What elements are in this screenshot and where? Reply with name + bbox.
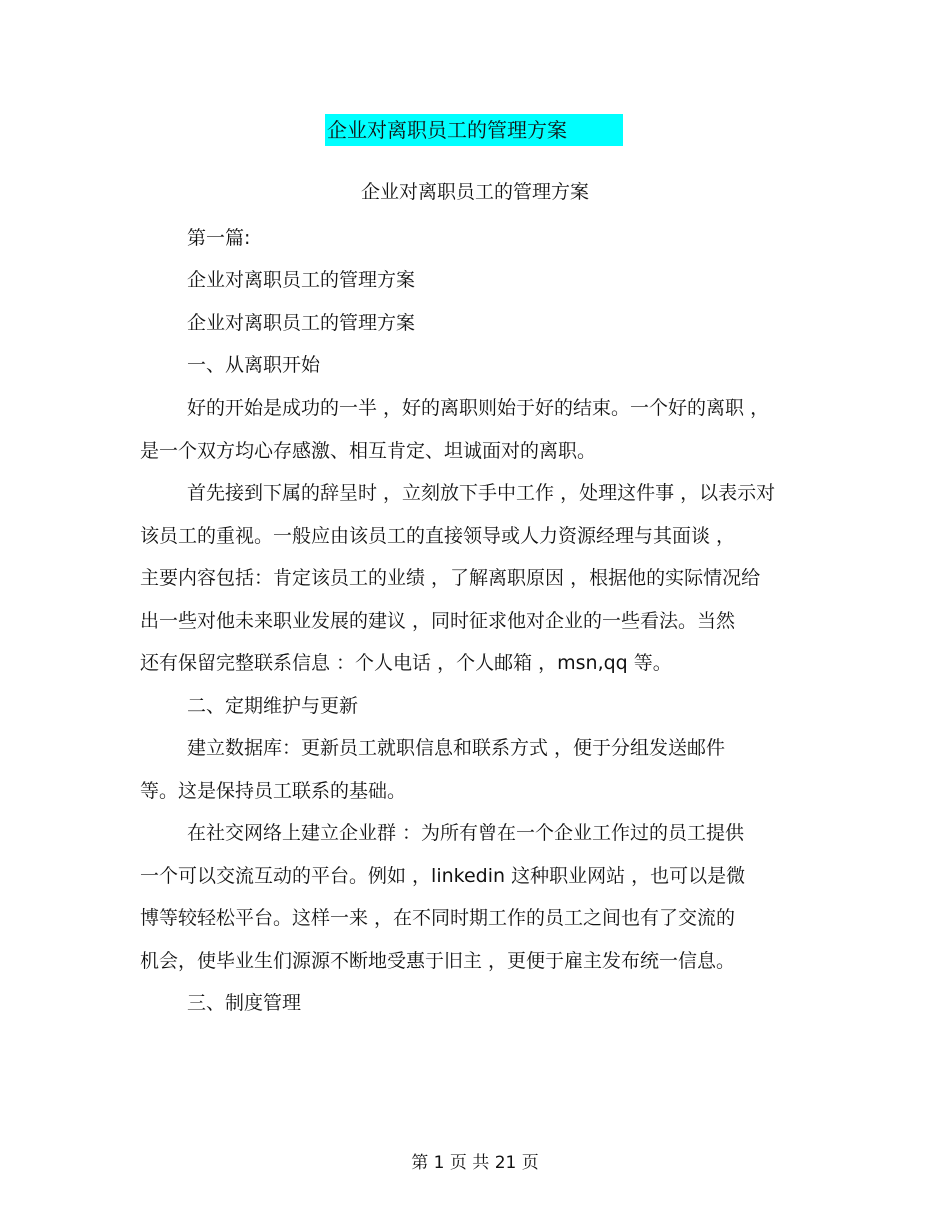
- paragraph-line: 博等较轻松平台。这样一来 ，在不同时期工作的员工之间也有了交流的: [140, 907, 736, 929]
- paragraph: [140, 812, 830, 982]
- paragraph-line: 在社交网络上建立企业群 ：为所有曾在一个企业工作过的员工提供: [187, 822, 745, 844]
- paragraph: [140, 982, 830, 1025]
- paragraph: [140, 302, 830, 345]
- paragraph: [140, 685, 830, 728]
- paragraph-line: 该员工的重视。一般应由该员工的直接领导或人力资源经理与其面谈 ，: [140, 524, 736, 547]
- paragraph-line: 第一篇:: [187, 227, 251, 249]
- document-subtitle: 企业对离职员工的管理方案: [360, 181, 589, 203]
- paragraph-line: 主要内容包括：肯定该员工的业绩 ，了解离职原因 ，根据他的实际情况给: [140, 567, 761, 589]
- paragraph-line: 企业对离职员工的管理方案: [187, 312, 416, 334]
- paragraph-line: 首先接到下属的辞呈时 ，立刻放下手中工作 ，处理这件事 ，以表示对: [187, 482, 776, 504]
- document-heading: 企业对离职员工的管理方案: [325, 114, 623, 146]
- paragraph-line: 三、制度管理: [187, 992, 302, 1014]
- paragraph: [140, 387, 830, 472]
- paragraph-line: 一个可以交流互动的平台。例如 ，linkedin 这种职业网站 ，也可以是微: [140, 864, 746, 887]
- paragraph-line: 等。这是保持员工联系的基础。: [140, 779, 407, 802]
- paragraph: [140, 727, 830, 812]
- paragraph-line: 一、从离职开始: [187, 354, 321, 376]
- paragraph: [140, 217, 830, 260]
- paragraph-line: 还有保留完整联系信息 ：个人电话 ，个人邮箱 ，msn,qq 等。: [140, 652, 672, 674]
- paragraph: [140, 344, 830, 387]
- paragraph-line: 机会，使毕业生们源源不断地受惠于旧主 ，更便于雇主发布统一信息。: [140, 949, 736, 972]
- paragraph-line: 好的开始是成功的一半 ，好的离职则始于好的结束。一个好的离职 ，: [187, 397, 770, 419]
- paragraph: [140, 259, 830, 302]
- paragraph-line: 企业对离职员工的管理方案: [187, 269, 416, 291]
- paragraph-line: 是一个双方均心存感激、相互肯定、坦诚面对的离职。: [140, 439, 597, 462]
- paragraph-line: 建立数据库：更新员工就职信息和联系方式 ，便于分组发送邮件: [187, 737, 726, 759]
- page-footer: 第 1 页 共 21 页: [411, 1153, 539, 1173]
- paragraph: [140, 472, 830, 685]
- paragraph-line: 二、定期维护与更新: [187, 695, 359, 717]
- paragraph-line: 出一些对他未来职业发展的建议 ，同时征求他对企业的一些看法。当然: [140, 609, 736, 632]
